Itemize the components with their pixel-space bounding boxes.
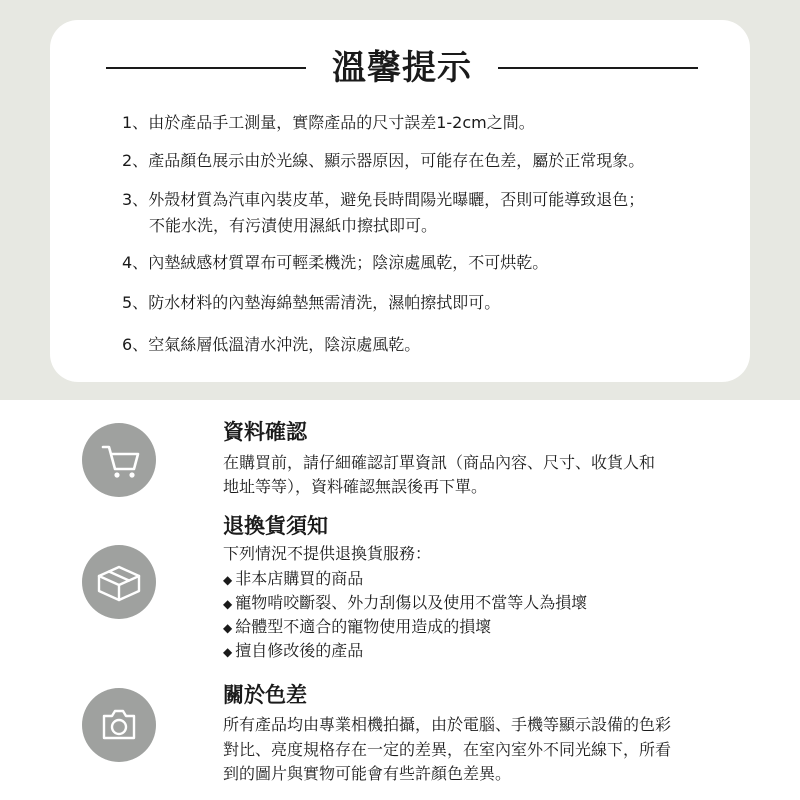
title-divider-right — [498, 67, 698, 69]
notice-item-number: 3、 — [122, 190, 149, 209]
notice-item-text: 產品顏色展示由於光線、顯示器原因，可能存在色差，屬於正常現象。 — [148, 151, 645, 170]
notice-item-number: 2、 — [122, 151, 149, 170]
notice-card — [50, 20, 750, 382]
notice-item-number: 4、 — [122, 253, 149, 272]
title-divider-left — [106, 67, 306, 69]
returns-bullet: ◆ 寵物啃咬斷裂、外力刮傷以及使用不當等人為損壞 — [223, 593, 588, 612]
notice-item-text: 空氣絲層低溫清水沖洗，陰涼處風乾。 — [148, 335, 421, 354]
notice-item-text: 外殼材質為汽車內裝皮革，避免長時間陽光曝曬，否則可能導致退色； — [148, 190, 645, 209]
notice-item — [122, 148, 644, 174]
diamond-bullet-icon: ◆ — [223, 573, 233, 587]
notice-title: 溫馨提示 — [332, 48, 472, 88]
returns-heading: 退換貨須知 — [223, 514, 328, 538]
notice-item-text: 防水材料的內墊海綿墊無需清洗，濕帕擦拭即可。 — [148, 293, 501, 312]
diamond-bullet-icon: ◆ — [223, 621, 233, 635]
package-box-icon — [82, 545, 156, 619]
notice-item-text-continued: 不能水洗，有污漬使用濕紙巾擦拭即可。 — [149, 216, 438, 235]
color-text-line: 到的圖片與實物可能會有些許顏色差異。 — [223, 764, 512, 783]
notice-item — [122, 110, 535, 136]
shopping-cart-icon — [82, 423, 156, 497]
returns-bullet: ◆ 給體型不適合的寵物使用造成的損壞 — [223, 617, 492, 636]
notice-item-number: 5、 — [122, 293, 149, 312]
notice-item-number: 1、 — [122, 113, 149, 132]
notice-item — [122, 187, 644, 239]
returns-intro: 下列情況不提供退換貨服務： — [223, 544, 432, 563]
confirm-heading: 資料確認 — [223, 420, 307, 444]
diamond-bullet-icon: ◆ — [223, 645, 233, 659]
notice-item — [122, 250, 548, 276]
camera-icon — [82, 688, 156, 762]
confirm-text-line: 在購買前，請仔細確認訂單資訊（商品內容、尺寸、收貨人和 — [223, 453, 656, 472]
color-text-line: 所有產品均由專業相機拍攝，由於電腦、手機等顯示設備的色彩 — [223, 715, 672, 734]
notice-item-text: 內墊絨感材質罩布可輕柔機洗；陰涼處風乾，不可烘乾。 — [148, 253, 549, 272]
color-text-line: 對比、亮度規格存在一定的差異，在室內室外不同光線下，所看 — [223, 740, 672, 759]
returns-bullet: ◆ 擅自修改後的產品 — [223, 641, 364, 660]
color-heading: 關於色差 — [223, 683, 307, 707]
notice-item — [122, 290, 500, 316]
confirm-text-line: 地址等等），資料確認無誤後再下單。 — [223, 477, 488, 496]
notice-item-text: 由於產品手工測量，實際產品的尺寸誤差1-2cm之間。 — [148, 113, 535, 132]
notice-item-number: 6、 — [122, 335, 149, 354]
returns-bullet: ◆ 非本店購買的商品 — [223, 569, 364, 588]
notice-item — [122, 332, 420, 358]
diamond-bullet-icon: ◆ — [223, 597, 233, 611]
